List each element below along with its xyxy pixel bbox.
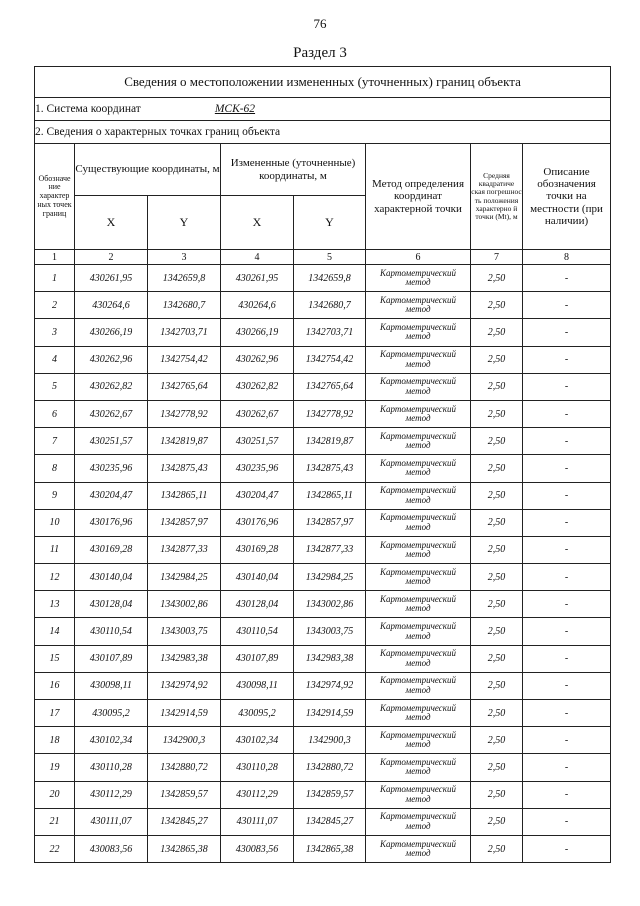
- section-title: Раздел 3: [293, 45, 347, 61]
- accuracy-cell: 2,50: [471, 591, 523, 618]
- point-number: 19: [35, 754, 75, 781]
- method-cell: Картометрический метод: [366, 700, 471, 727]
- changed-y: 1342765,64: [294, 373, 366, 400]
- accuracy-cell: 2,50: [471, 672, 523, 699]
- changed-x: 430102,34: [221, 727, 294, 754]
- table-row: [35, 373, 611, 400]
- existing-x: 430110,54: [75, 618, 148, 645]
- accuracy-cell: 2,50: [471, 808, 523, 835]
- point-number: 17: [35, 700, 75, 727]
- coord-system-value: МСК-62: [214, 103, 256, 115]
- changed-x: 430204,47: [221, 482, 294, 509]
- method-cell: Картометрический метод: [366, 591, 471, 618]
- changed-y: 1342865,11: [294, 482, 366, 509]
- existing-x: 430262,67: [75, 400, 148, 427]
- existing-x: 430111,07: [75, 808, 148, 835]
- method-cell: Картометрический метод: [366, 373, 471, 400]
- existing-y: 1342859,57: [148, 781, 221, 808]
- column-number: 1: [35, 250, 75, 265]
- existing-x: 430107,89: [75, 645, 148, 672]
- point-number: 18: [35, 727, 75, 754]
- description-cell: -: [523, 564, 611, 591]
- existing-x: 430095,2: [75, 700, 148, 727]
- existing-y: 1342845,27: [148, 808, 221, 835]
- accuracy-cell: 2,50: [471, 536, 523, 563]
- existing-x: 430266,19: [75, 319, 148, 346]
- existing-x: 430083,56: [75, 835, 148, 862]
- table-row: [35, 455, 611, 482]
- existing-y: 1342754,42: [148, 346, 221, 373]
- accuracy-cell: 2,50: [471, 482, 523, 509]
- point-number: 9: [35, 482, 75, 509]
- point-number: 22: [35, 835, 75, 862]
- column-number: 3: [148, 250, 221, 265]
- changed-x: 430140,04: [221, 564, 294, 591]
- description-cell: -: [523, 265, 611, 292]
- existing-x: 430112,29: [75, 781, 148, 808]
- boundary-coordinates-table: [34, 66, 611, 863]
- accuracy-cell: 2,50: [471, 428, 523, 455]
- point-number: 4: [35, 346, 75, 373]
- point-number: 1: [35, 265, 75, 292]
- description-cell: -: [523, 428, 611, 455]
- description-cell: -: [523, 536, 611, 563]
- point-number: 15: [35, 645, 75, 672]
- accuracy-cell: 2,50: [471, 373, 523, 400]
- method-cell: Картометрический метод: [366, 754, 471, 781]
- existing-y: 1342659,8: [148, 265, 221, 292]
- description-cell: -: [523, 808, 611, 835]
- description-cell: -: [523, 645, 611, 672]
- header-changed-y: Y: [294, 196, 366, 250]
- column-number: 4: [221, 250, 294, 265]
- accuracy-cell: 2,50: [471, 781, 523, 808]
- method-cell: Картометрический метод: [366, 482, 471, 509]
- existing-y: 1342857,97: [148, 509, 221, 536]
- description-cell: -: [523, 700, 611, 727]
- existing-x: 430262,82: [75, 373, 148, 400]
- table-heading: Сведения о местоположении измененных (уточненных) границ объекта: [35, 67, 611, 98]
- changed-x: 430107,89: [221, 645, 294, 672]
- accuracy-cell: 2,50: [471, 564, 523, 591]
- existing-x: 430098,11: [75, 672, 148, 699]
- accuracy-cell: 2,50: [471, 455, 523, 482]
- existing-y: 1342875,43: [148, 455, 221, 482]
- header-point-designation: Обозначе ние характер ных точек границ: [35, 144, 75, 250]
- accuracy-cell: 2,50: [471, 618, 523, 645]
- method-cell: Картометрический метод: [366, 455, 471, 482]
- table-row: [35, 727, 611, 754]
- existing-x: 430251,57: [75, 428, 148, 455]
- table-row: [35, 700, 611, 727]
- point-number: 6: [35, 400, 75, 427]
- header-existing-y: Y: [148, 196, 221, 250]
- accuracy-cell: 2,50: [471, 346, 523, 373]
- changed-y: 1342875,43: [294, 455, 366, 482]
- column-number: 8: [523, 250, 611, 265]
- point-number: 20: [35, 781, 75, 808]
- header-changed-coords: Измененные (уточненные) координаты, м: [221, 144, 366, 196]
- method-cell: Картометрический метод: [366, 645, 471, 672]
- existing-y: 1342880,72: [148, 754, 221, 781]
- point-number: 8: [35, 455, 75, 482]
- method-cell: Картометрический метод: [366, 618, 471, 645]
- existing-y: 1342703,71: [148, 319, 221, 346]
- header-method: Метод определения координат характерной точки: [366, 144, 471, 250]
- changed-x: 430095,2: [221, 700, 294, 727]
- table-row: [35, 292, 611, 319]
- method-cell: Картометрический метод: [366, 292, 471, 319]
- header-accuracy: Средняя квадратиче ская погрешнос ть положения характерно й точки (Mt), м: [471, 144, 523, 250]
- table-row: [35, 672, 611, 699]
- table-row: [35, 781, 611, 808]
- accuracy-cell: 2,50: [471, 265, 523, 292]
- existing-y: 1342680,7: [148, 292, 221, 319]
- changed-x: 430262,82: [221, 373, 294, 400]
- description-cell: -: [523, 618, 611, 645]
- changed-y: 1342680,7: [294, 292, 366, 319]
- changed-x: 430128,04: [221, 591, 294, 618]
- table-row: [35, 591, 611, 618]
- existing-x: 430176,96: [75, 509, 148, 536]
- changed-x: 430110,28: [221, 754, 294, 781]
- changed-y: 1342659,8: [294, 265, 366, 292]
- changed-y: 1342703,71: [294, 319, 366, 346]
- changed-x: 430098,11: [221, 672, 294, 699]
- changed-x: 430169,28: [221, 536, 294, 563]
- table-row: [35, 618, 611, 645]
- existing-y: 1342900,3: [148, 727, 221, 754]
- description-cell: -: [523, 292, 611, 319]
- existing-x: 430262,96: [75, 346, 148, 373]
- table-row: [35, 509, 611, 536]
- accuracy-cell: 2,50: [471, 400, 523, 427]
- existing-x: 430204,47: [75, 482, 148, 509]
- description-cell: -: [523, 591, 611, 618]
- column-number: 2: [75, 250, 148, 265]
- changed-y: 1342877,33: [294, 536, 366, 563]
- method-cell: Картометрический метод: [366, 346, 471, 373]
- method-cell: Картометрический метод: [366, 319, 471, 346]
- existing-x: 430261,95: [75, 265, 148, 292]
- existing-x: 430128,04: [75, 591, 148, 618]
- table-row: [35, 835, 611, 862]
- description-cell: -: [523, 346, 611, 373]
- changed-y: 1342865,38: [294, 835, 366, 862]
- method-cell: Картометрический метод: [366, 808, 471, 835]
- existing-x: 430102,34: [75, 727, 148, 754]
- point-number: 14: [35, 618, 75, 645]
- changed-y: 1342845,27: [294, 808, 366, 835]
- column-number: 6: [366, 250, 471, 265]
- existing-x: 430264,6: [75, 292, 148, 319]
- existing-y: 1342914,59: [148, 700, 221, 727]
- changed-x: 430083,56: [221, 835, 294, 862]
- method-cell: Картометрический метод: [366, 509, 471, 536]
- changed-x: 430264,6: [221, 292, 294, 319]
- method-cell: Картометрический метод: [366, 428, 471, 455]
- point-number: 21: [35, 808, 75, 835]
- table-row: [35, 400, 611, 427]
- description-cell: -: [523, 455, 611, 482]
- existing-x: 430235,96: [75, 455, 148, 482]
- header-description: Описание обозначения точки на местности (при наличии): [523, 144, 611, 250]
- column-number: 7: [471, 250, 523, 265]
- description-cell: -: [523, 509, 611, 536]
- table-row: [35, 536, 611, 563]
- changed-y: 1342984,25: [294, 564, 366, 591]
- accuracy-cell: 2,50: [471, 754, 523, 781]
- point-number: 11: [35, 536, 75, 563]
- table-row: [35, 754, 611, 781]
- point-number: 16: [35, 672, 75, 699]
- coord-system-label: 1. Система координат: [35, 103, 141, 115]
- method-cell: Картометрический метод: [366, 835, 471, 862]
- description-cell: -: [523, 835, 611, 862]
- changed-y: 1342819,87: [294, 428, 366, 455]
- description-cell: -: [523, 672, 611, 699]
- changed-y: 1342914,59: [294, 700, 366, 727]
- point-number: 12: [35, 564, 75, 591]
- point-number: 5: [35, 373, 75, 400]
- changed-y: 1342900,3: [294, 727, 366, 754]
- table-row: [35, 428, 611, 455]
- table-row: [35, 808, 611, 835]
- method-cell: Картометрический метод: [366, 400, 471, 427]
- description-cell: -: [523, 727, 611, 754]
- changed-x: 430262,96: [221, 346, 294, 373]
- method-cell: Картометрический метод: [366, 672, 471, 699]
- existing-y: 1343002,86: [148, 591, 221, 618]
- accuracy-cell: 2,50: [471, 319, 523, 346]
- changed-x: 430251,57: [221, 428, 294, 455]
- accuracy-cell: 2,50: [471, 700, 523, 727]
- points-section-label: 2. Сведения о характерных точках границ объекта: [35, 121, 611, 144]
- changed-x: 430235,96: [221, 455, 294, 482]
- coord-system-row: [35, 98, 611, 121]
- accuracy-cell: 2,50: [471, 835, 523, 862]
- existing-y: 1342819,87: [148, 428, 221, 455]
- changed-x: 430110,54: [221, 618, 294, 645]
- changed-y: 1342859,57: [294, 781, 366, 808]
- description-cell: -: [523, 781, 611, 808]
- table-row: [35, 645, 611, 672]
- description-cell: -: [523, 373, 611, 400]
- existing-y: 1342765,64: [148, 373, 221, 400]
- accuracy-cell: 2,50: [471, 727, 523, 754]
- table-row: [35, 346, 611, 373]
- changed-y: 1342857,97: [294, 509, 366, 536]
- changed-y: 1343003,75: [294, 618, 366, 645]
- page-number: 76: [313, 16, 327, 31]
- changed-y: 1343002,86: [294, 591, 366, 618]
- accuracy-cell: 2,50: [471, 645, 523, 672]
- changed-y: 1342754,42: [294, 346, 366, 373]
- method-cell: Картометрический метод: [366, 536, 471, 563]
- table-row: [35, 265, 611, 292]
- existing-x: 430110,28: [75, 754, 148, 781]
- changed-x: 430262,67: [221, 400, 294, 427]
- table-row: [35, 482, 611, 509]
- existing-y: 1342778,92: [148, 400, 221, 427]
- column-number: 5: [294, 250, 366, 265]
- changed-x: 430176,96: [221, 509, 294, 536]
- existing-x: 430140,04: [75, 564, 148, 591]
- changed-x: 430112,29: [221, 781, 294, 808]
- description-cell: -: [523, 754, 611, 781]
- existing-y: 1343003,75: [148, 618, 221, 645]
- header-existing-coords: Существующие координаты, м: [75, 144, 221, 196]
- existing-y: 1342865,38: [148, 835, 221, 862]
- point-number: 13: [35, 591, 75, 618]
- existing-y: 1342983,38: [148, 645, 221, 672]
- point-number: 10: [35, 509, 75, 536]
- description-cell: -: [523, 482, 611, 509]
- method-cell: Картометрический метод: [366, 265, 471, 292]
- header-existing-x: X: [75, 196, 148, 250]
- accuracy-cell: 2,50: [471, 509, 523, 536]
- existing-y: 1342984,25: [148, 564, 221, 591]
- existing-y: 1342865,11: [148, 482, 221, 509]
- existing-y: 1342974,92: [148, 672, 221, 699]
- description-cell: -: [523, 319, 611, 346]
- point-number: 3: [35, 319, 75, 346]
- table-row: [35, 564, 611, 591]
- changed-x: 430111,07: [221, 808, 294, 835]
- method-cell: Картометрический метод: [366, 727, 471, 754]
- accuracy-cell: 2,50: [471, 292, 523, 319]
- changed-x: 430266,19: [221, 319, 294, 346]
- method-cell: Картометрический метод: [366, 781, 471, 808]
- changed-y: 1342778,92: [294, 400, 366, 427]
- existing-y: 1342877,33: [148, 536, 221, 563]
- header-changed-x: X: [221, 196, 294, 250]
- table-row: [35, 319, 611, 346]
- point-number: 2: [35, 292, 75, 319]
- changed-y: 1342983,38: [294, 645, 366, 672]
- column-number-row: [35, 250, 611, 265]
- changed-y: 1342880,72: [294, 754, 366, 781]
- changed-x: 430261,95: [221, 265, 294, 292]
- description-cell: -: [523, 400, 611, 427]
- changed-y: 1342974,92: [294, 672, 366, 699]
- method-cell: Картометрический метод: [366, 564, 471, 591]
- existing-x: 430169,28: [75, 536, 148, 563]
- point-number: 7: [35, 428, 75, 455]
